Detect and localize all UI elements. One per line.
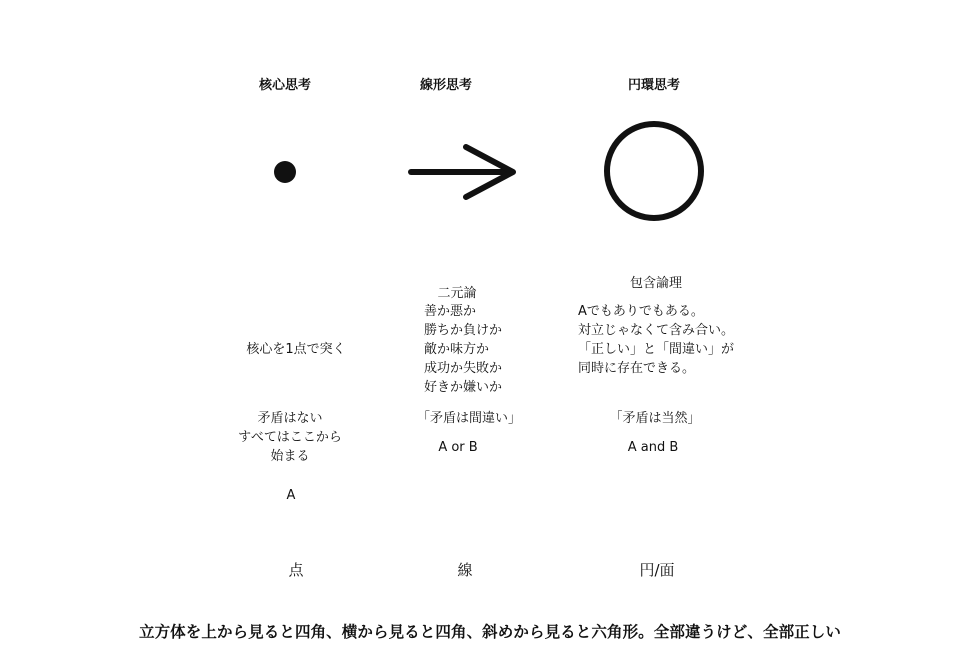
cube-analogy-caption: 立方体を上から見ると四角、横から見ると四角、斜めから見ると六角形。全部違うけど、全部正しい (138, 623, 841, 641)
linear-list-item: 敵か味方か (424, 342, 490, 357)
core-contradiction-line: 矛盾はない (257, 411, 323, 426)
linear-list-item: 好きか嫌いか (424, 380, 503, 395)
core-formula: A (286, 488, 296, 503)
linear-list-item: 成功か失敗か (424, 361, 503, 376)
circular-list-item: 対立じゃなくて含み合い。 (578, 323, 735, 338)
linear-list-item: 勝ちか負けか (424, 323, 503, 338)
core-summary: 核心を1点で突く (246, 342, 346, 357)
label-point: 点 (288, 561, 304, 579)
point-dot (274, 161, 296, 183)
circular-inclusion-list (578, 302, 734, 378)
title-linear-thinking: 線形思考 (419, 78, 473, 93)
label-circle-plane: 円/面 (639, 561, 675, 579)
core-contradiction-line: すべてはここから (238, 430, 342, 445)
circular-contradiction: 「矛盾は当然」 (609, 411, 701, 426)
circular-heading: 包含論理 (629, 276, 683, 291)
label-line: 線 (457, 561, 473, 579)
linear-list-item: 善か悪か (424, 304, 477, 319)
circular-formula: A and B (627, 440, 679, 455)
circular-list-item: 「正しい」と「間違い」が (578, 342, 735, 357)
linear-formula: A or B (438, 440, 478, 455)
line-arrow (411, 147, 513, 197)
linear-binary-list (424, 302, 502, 397)
core-contradiction (238, 409, 342, 466)
circular-list-item: Aでもありでもある。 (578, 304, 704, 319)
linear-heading: 二元論 (437, 286, 477, 301)
circle-ring (607, 124, 701, 218)
core-contradiction-line: 始まる (270, 449, 310, 464)
linear-contradiction: 「矛盾は間違い」 (416, 411, 522, 426)
title-core-thinking: 核心思考 (258, 78, 312, 93)
circular-list-item: 同時に存在できる。 (578, 361, 696, 376)
title-circular-thinking: 円環思考 (627, 78, 681, 93)
